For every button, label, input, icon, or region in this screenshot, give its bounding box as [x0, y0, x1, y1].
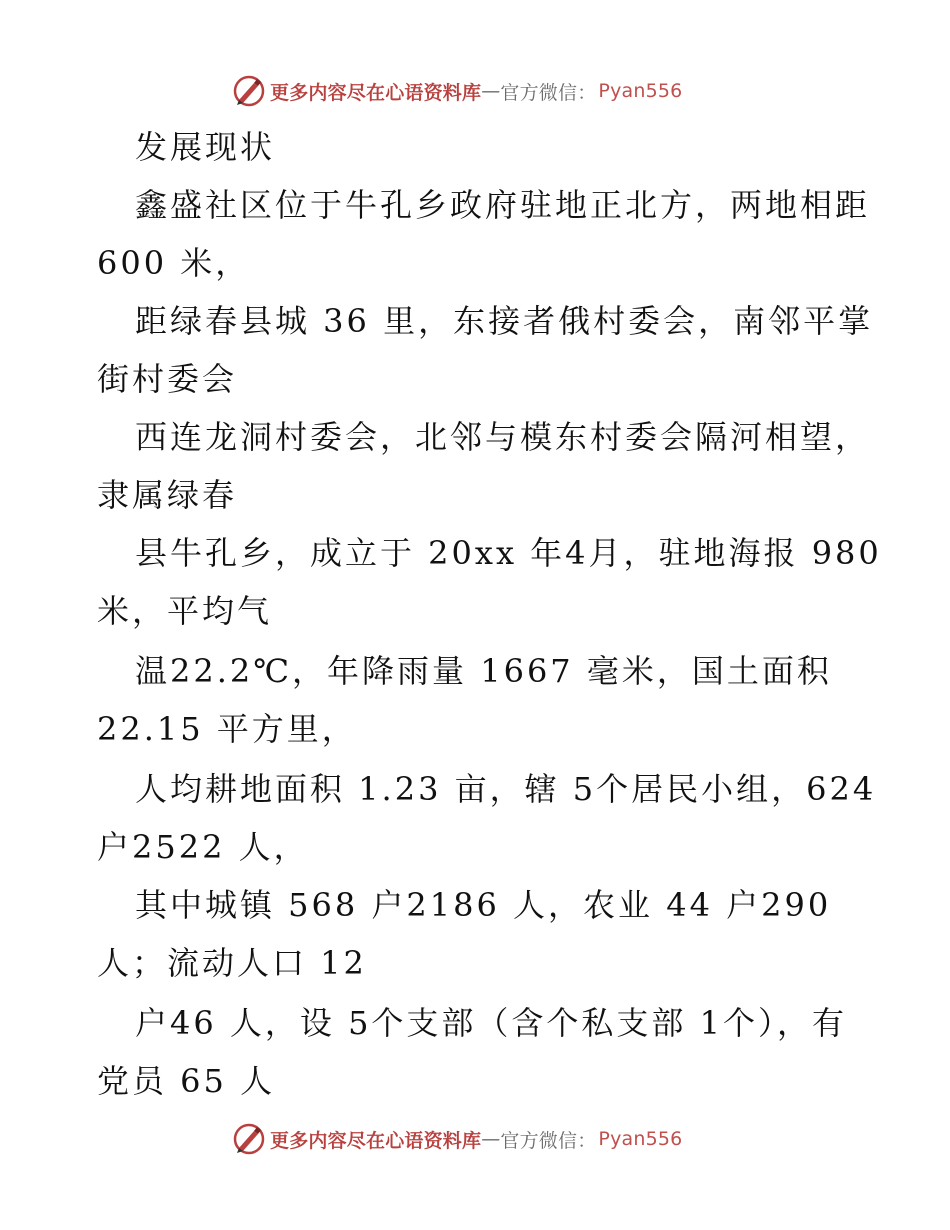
pen-logo-icon	[232, 74, 266, 108]
paragraph-line: 米，平均气	[97, 592, 273, 630]
paragraph-line: 温22.2℃，年降雨量 1667 毫米，国土面积	[135, 652, 832, 690]
banner-site-text: 更多内容尽在心语资料库	[270, 81, 482, 104]
paragraph-line: 600 米，	[97, 244, 251, 282]
paragraph-line: 人均耕地面积 1.23 亩，辖 5个居民小组，624	[135, 770, 877, 808]
paragraph-line: 22.15 平方里，	[97, 710, 357, 748]
banner-wechat-id: Pyan556	[598, 1128, 683, 1150]
section-heading: 发展现状	[135, 128, 276, 166]
paragraph-line: 街村委会	[97, 360, 238, 398]
paragraph-line: 县牛孔乡，成立于 20xx 年4月，驻地海报 980	[135, 534, 882, 572]
footer-banner	[232, 1120, 682, 1158]
paragraph-line: 鑫盛社区位于牛孔乡政府驻地正北方，两地相距	[135, 186, 871, 224]
paragraph-line: 党员 65 人	[97, 1062, 276, 1100]
banner-dash: —	[481, 1128, 501, 1150]
banner-dash: —	[481, 80, 501, 102]
paragraph-line: 户46 人，设 5个支部（含个私支部 1个），有	[135, 1004, 847, 1042]
header-banner	[232, 72, 682, 110]
paragraph-line: 隶属绿春	[97, 476, 238, 514]
paragraph-line: 其中城镇 568 户2186 人，农业 44 户290	[135, 886, 832, 924]
paragraph-line: 人；流动人口 12	[97, 944, 367, 982]
paragraph-line: 距绿春县城 36 里，东接者俄村委会，南邻平掌	[135, 302, 874, 340]
paragraph-line: 户2522 人，	[97, 828, 309, 866]
banner-wechat-id: Pyan556	[598, 80, 683, 102]
banner-site-text: 更多内容尽在心语资料库	[270, 1129, 482, 1152]
banner-wechat-label: 官方微信：	[500, 81, 597, 104]
banner-wechat-label: 官方微信：	[500, 1129, 597, 1152]
paragraph-line: 西连龙洞村委会，北邻与模东村委会隔河相望，	[135, 418, 871, 456]
pen-logo-icon	[232, 1122, 266, 1156]
